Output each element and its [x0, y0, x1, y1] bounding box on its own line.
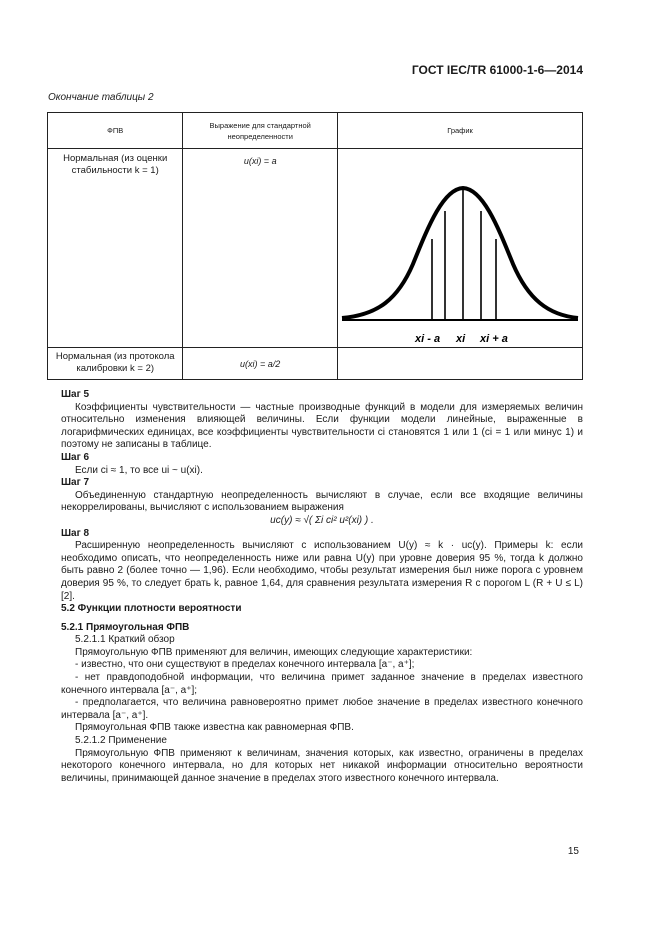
- paragraph-rectangular-intro: Прямоугольную ФПВ применяют для величин, имеющих следующие характеристики:: [75, 646, 473, 658]
- paragraph-application: Прямоугольную ФПВ применяют к величинам, значения которых, как известно, ограничены в пределах некоторого конечного интервала, но для которых нет никакой информации относительно вероятности величины, принимающей данное значение в пределах этого известного конечного интервала.: [61, 747, 583, 784]
- paragraph-uniform: Прямоугольная ФПВ также известна как равномерная ФПВ.: [75, 722, 354, 734]
- table-row: [48, 149, 583, 348]
- body-text: [61, 389, 583, 785]
- col-header-graph: График: [338, 113, 583, 149]
- normal-distribution-graph: [338, 149, 582, 347]
- label-xi: xi: [456, 333, 466, 345]
- pdf-name: Нормальная (из протокола калибровки k = 2): [55, 351, 175, 374]
- bell-curve: [342, 188, 578, 318]
- step6-title: Шаг 6: [61, 451, 90, 463]
- pdf-name: Нормальная (из оценки стабильности k = 1): [63, 153, 168, 176]
- uncertainty-expression: u(xi) = a: [243, 156, 277, 166]
- document-header: ГОСТ IEC/TR 61000-1-6—2014: [411, 63, 583, 77]
- step7-paragraph: Объединенную стандартную неопределенность вычисляют в случае, если все входящие величины некоррелированы, вычисляют с использованием выражения: [61, 489, 583, 514]
- combined-uncertainty-formula: uc(y) ≈ √( Σi ci² u²(xi) ) .: [270, 514, 374, 526]
- section-5-2-1-1-title: 5.2.1.1 Краткий обзор: [75, 634, 175, 646]
- bullet-3: - предполагается, что величина равновероятно примет любое значение в пределах известного конечного интервала [a⁻, a⁺].: [61, 697, 583, 721]
- step7-title: Шаг 7: [61, 477, 90, 489]
- step5-paragraph: Коэффициенты чувствительности — частные производные функций в модели для измеряемых величин относительно изменения влияющей величины. Если функции модели линейные, выраженные в логарифмических единицах, все коэффициенты чувствительности ci становятся 1 или 1 (ci = 1 или минус 1) и поэтому не записаны в таблице.: [61, 401, 583, 451]
- bullet-2: - нет правдоподобной информации, что величина примет заданное значение в пределах известного конечного интервала [a⁻, a⁺];: [61, 672, 583, 696]
- step8-paragraph: Расширенную неопределенность вычисляют с использованием U(y) ≈ k · uc(y). Примеры k: если необходимо описать, что неопределенность ниже или равна U(y) при уровне доверия 95 %, тогда k должно быть равно 2 (более точно — 1,96). Если необходимо, чтобы результат измерения был ниже порога с уровнем доверия 95 %, то следует брать k, равное 1,64, для сравнения результата измерения R с порогом L (R + U ≤ L) [2].: [61, 540, 583, 602]
- table-row: [48, 348, 583, 380]
- col-header-pdf: ФПВ: [48, 113, 183, 149]
- col-header-expression: Выражение для стандартной неопределенности: [183, 113, 338, 149]
- pdf-table: [47, 112, 583, 380]
- section-5-2-1-title: 5.2.1 Прямоугольная ФПВ: [61, 621, 190, 633]
- step5-title: Шаг 5: [61, 389, 90, 400]
- step8-title: Шаг 8: [61, 527, 90, 539]
- uncertainty-expression: u(xi) = a/2: [240, 359, 281, 369]
- label-xi-minus-a: xi - a: [415, 333, 441, 345]
- bullet-1: - известно, что они существуют в пределах конечного интервала [a⁻, a⁺];: [75, 659, 415, 671]
- label-xi-plus-a: xi + a: [480, 333, 508, 345]
- table-caption: Окончание таблицы 2: [48, 92, 154, 103]
- section-5-2-1-2-title: 5.2.1.2 Применение: [75, 735, 167, 747]
- step6-paragraph: Если ci ≈ 1, то все ui ~ u(xi).: [75, 464, 203, 476]
- section-5-2-title: 5.2 Функции плотности вероятности: [61, 603, 242, 615]
- page-number: 15: [567, 846, 579, 857]
